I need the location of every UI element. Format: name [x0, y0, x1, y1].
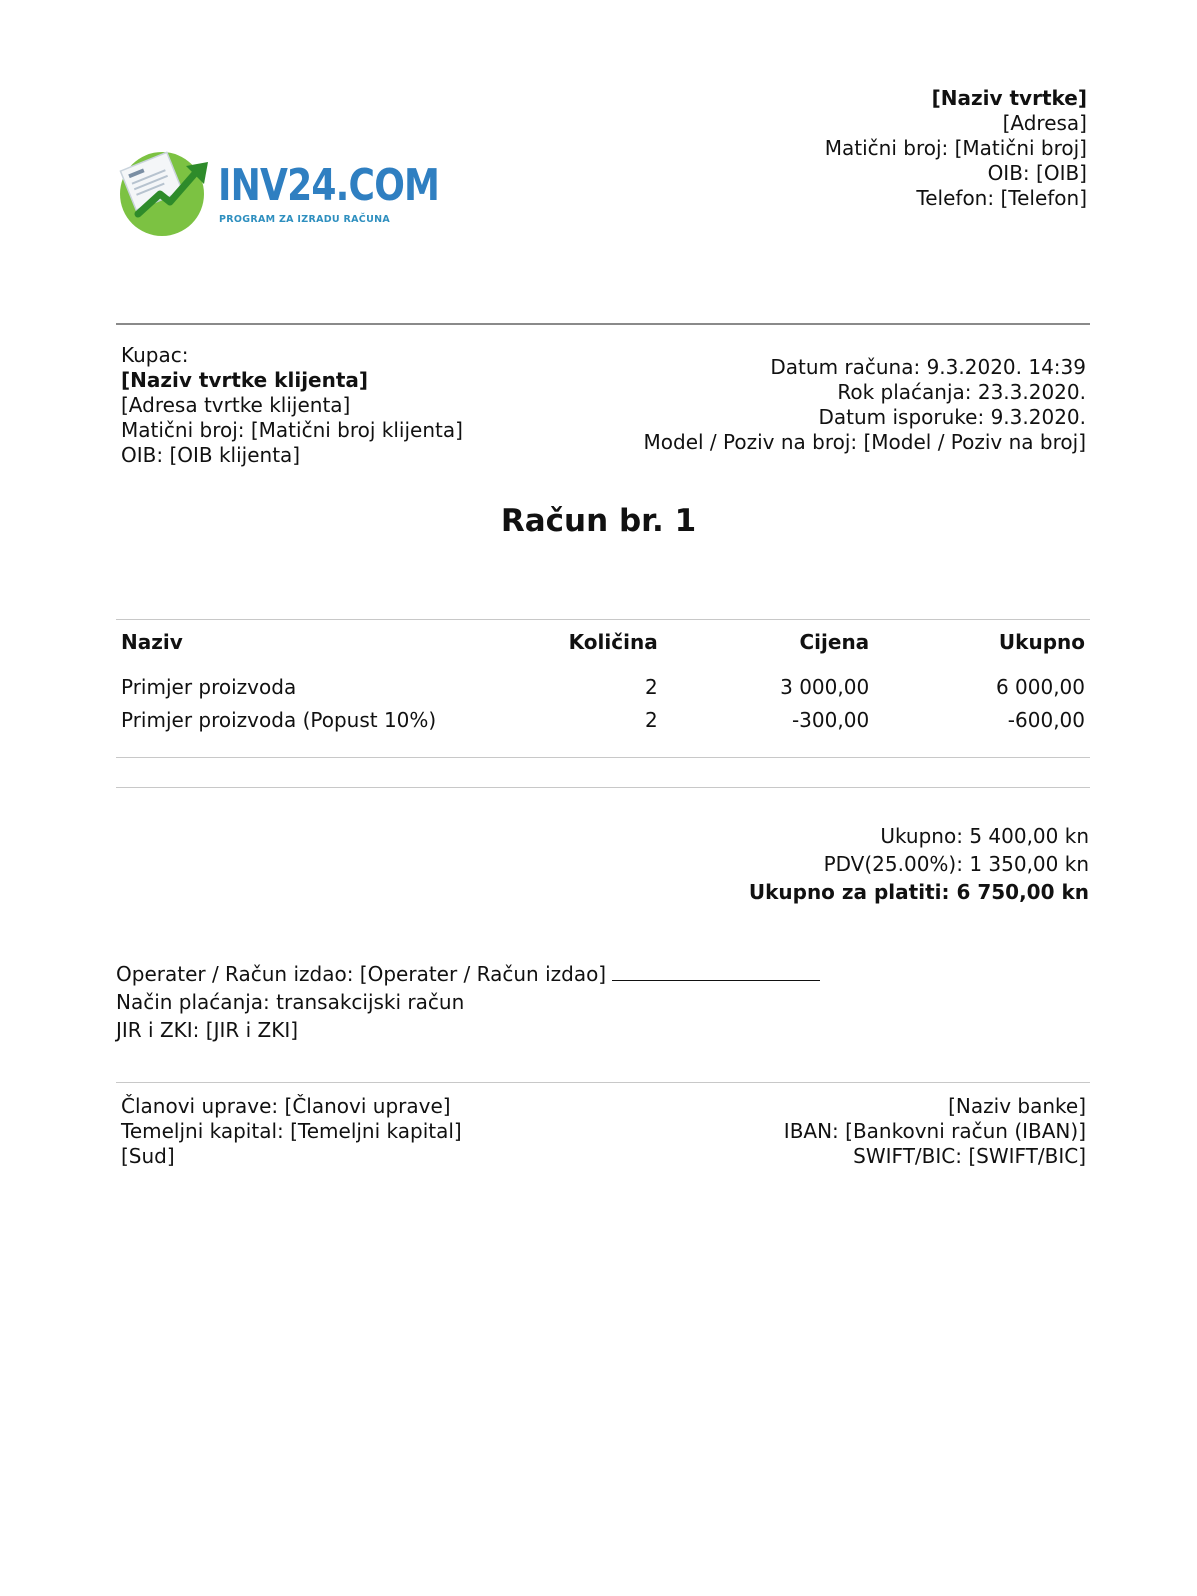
footer-bank — [784, 1094, 1086, 1169]
subtotal: Ukupno: 5 400,00 kn — [880, 824, 1089, 848]
table-bottom-divider — [116, 757, 1090, 758]
header-divider — [116, 323, 1090, 325]
payment-reference: Model / Poziv na broj: [Model / Poziv na broj] — [643, 430, 1086, 454]
logo-wordmark: INV24.COM — [218, 160, 440, 211]
company-logo — [118, 148, 440, 238]
table-top-divider — [116, 619, 1090, 620]
grand-total: Ukupno za platiti: 6 750,00 kn — [748, 880, 1089, 904]
issued-by: Operater / Račun izdao: [Operater / Račun izdao] — [116, 962, 607, 986]
vat-amount: PDV(25.00%): 1 350,00 kn — [823, 852, 1089, 876]
company-oib: OIB: [OIB] — [987, 161, 1087, 185]
totals-divider — [116, 787, 1090, 788]
table-row — [116, 703, 1090, 736]
company-phone: Telefon: [Telefon] — [916, 186, 1087, 210]
buyer-address: [Adresa tvrtke klijenta] — [121, 393, 351, 417]
header-quantity: Količina — [568, 630, 658, 654]
jir-zki: JIR i ZKI: [JIR i ZKI] — [116, 1018, 299, 1042]
company-name: [Naziv tvrtke] — [931, 86, 1087, 110]
issued-by-line — [116, 960, 820, 988]
operator-info — [116, 960, 820, 1044]
header-price: Cijena — [799, 630, 870, 654]
totals-block — [749, 822, 1089, 906]
row-quantity: 2 — [644, 674, 658, 699]
payment-method: Način plaćanja: transakcijski račun — [116, 990, 465, 1014]
invoice-title: Račun br. 1 — [500, 503, 697, 539]
buyer-reg-number: Matični broj: [Matični broj klijenta] — [121, 418, 463, 442]
company-info — [825, 86, 1087, 211]
logo-emblem-icon — [118, 148, 214, 238]
row-quantity: 2 — [644, 707, 658, 732]
row-name: Primjer proizvoda (Popust 10%) — [121, 707, 437, 732]
logo-tagline: PROGRAM ZA IZRADU RAČUNA — [219, 214, 390, 225]
delivery-date: Datum isporuke: 9.3.2020. — [818, 405, 1086, 429]
table-header-row — [116, 630, 1090, 670]
company-address: [Adresa] — [1002, 111, 1087, 135]
header-total: Ukupno — [998, 630, 1085, 654]
bank-name: [Naziv banke] — [948, 1094, 1086, 1118]
footer-divider — [116, 1082, 1090, 1083]
board-members: Članovi uprave: [Članovi uprave] — [121, 1094, 451, 1118]
signature-line — [612, 962, 820, 981]
buyer-name: [Naziv tvrtke klijenta] — [121, 368, 369, 392]
row-price: 3 000,00 — [780, 674, 870, 699]
table-row — [116, 670, 1090, 703]
swift: SWIFT/BIC: [SWIFT/BIC] — [853, 1144, 1086, 1168]
invoice-date: Datum računa: 9.3.2020. 14:39 — [770, 355, 1086, 379]
row-total: -600,00 — [1007, 707, 1085, 732]
buyer-label: Kupac: — [121, 343, 189, 367]
share-capital: Temeljni kapital: [Temeljni kapital] — [121, 1119, 462, 1143]
row-price: -300,00 — [791, 707, 870, 732]
company-reg-number: Matični broj: [Matični broj] — [824, 136, 1087, 160]
row-total: 6 000,00 — [995, 674, 1085, 699]
buyer-oib: OIB: [OIB klijenta] — [121, 443, 301, 467]
items-table — [116, 630, 1090, 736]
footer-legal — [121, 1094, 462, 1169]
due-date: Rok plaćanja: 23.3.2020. — [837, 380, 1086, 404]
iban: IBAN: [Bankovni račun (IBAN)] — [783, 1119, 1086, 1143]
row-name: Primjer proizvoda — [121, 674, 297, 699]
invoice-dates — [644, 355, 1087, 455]
buyer-info — [121, 343, 463, 468]
court: [Sud] — [121, 1144, 175, 1168]
header-name: Naziv — [121, 630, 183, 654]
